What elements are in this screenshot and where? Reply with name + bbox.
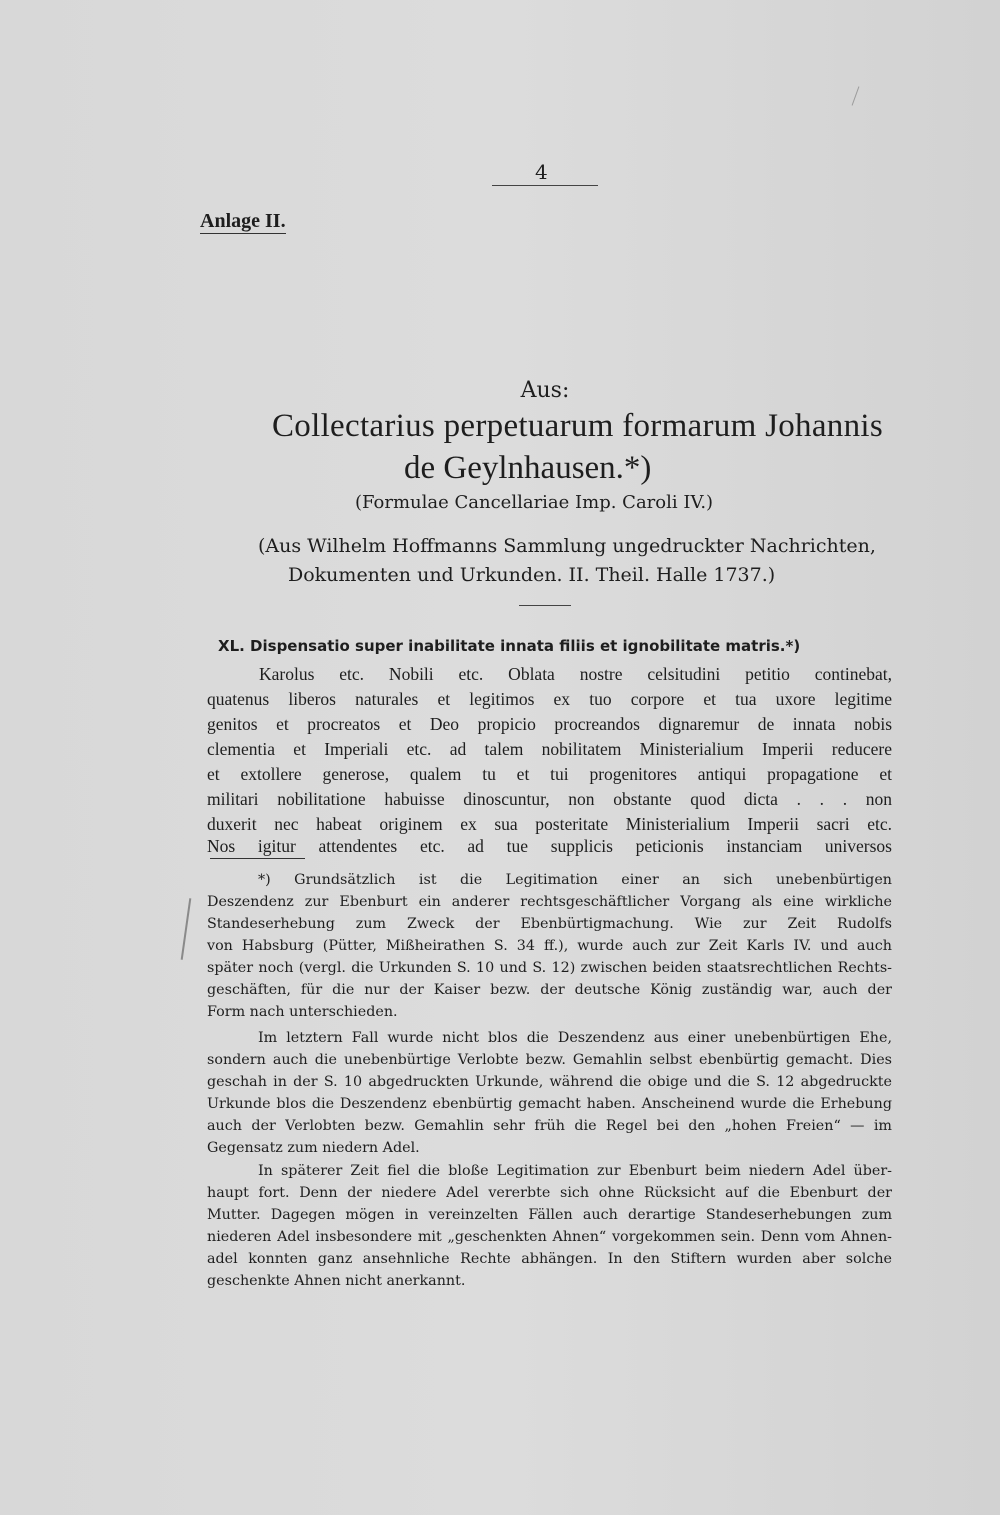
footnote-line: Form nach unterschieden. (207, 1004, 398, 1020)
footnote-line: geschäften, für die nur der Kaiser bezw. der deutsche König zuständig war, auch der (207, 982, 892, 998)
source-prefix: Aus: (520, 378, 570, 403)
margin-pencil-mark (181, 898, 192, 960)
source-line-2: Dokumenten und Urkunden. II. Theil. Halle 1737.) (288, 564, 776, 586)
footnote-line: sondern auch die unebenbürtige Verlobte bezw. Gemahlin selbst ebenbürtig gemacht. Dies (207, 1052, 892, 1068)
appendix-label: Anlage II. (200, 210, 286, 232)
footnote-line: auch der Verlobten bezw. Gemahlin sehr früh die Regel bei den „hohen Freien“ — im (207, 1118, 892, 1134)
footnote-line: adel konnten ganz ansehnliche Rechte abhängen. In den Stiftern wurden aber solche (207, 1251, 892, 1267)
footnote-line: von Habsburg (Pütter, Mißheirathen S. 34 ff.), wurde auch zur Zeit Karls IV. und auch (207, 938, 892, 954)
body-line: et extollere generose, qualem tu et tui progenitores antiqui propagatione et (207, 764, 892, 784)
paper-speck (852, 86, 860, 105)
body-line: clementia et Imperiali etc. ad talem nobilitatem Ministerialium Imperii reducere (207, 739, 892, 759)
page-number: 4 (535, 160, 548, 184)
footnote-line: Deszendenz zur Ebenburt ein anderer rechtsgeschäftlicher Vorgang als eine wirkliche (207, 894, 892, 910)
body-line: militari nobilitatione habuisse dinoscuntur, non obstante quod dicta . . . non (207, 789, 892, 809)
body-line: quatenus liberos naturales et legitimos ex tuo corpore et tua uxore legitime (207, 689, 892, 709)
body-line: duxerit nec habeat originem ex sua posteritate Ministerialium Imperii sacri etc. (207, 814, 892, 834)
subtitle: (Formulae Cancellariae Imp. Caroli IV.) (355, 492, 714, 513)
title-line-2: de Geylnhausen.*) (404, 450, 652, 486)
footnote-rule (210, 858, 305, 859)
section-heading: XL. Dispensatio super inabilitate innata filiis et ignobilitate matris.*) (218, 637, 801, 655)
footnote-line: geschah in der S. 10 abgedruckten Urkunde, während die obige und die S. 12 abgedruckte (207, 1074, 892, 1090)
section-rule (519, 605, 571, 606)
body-line: Karolus etc. Nobili etc. Oblata nostre celsitudini petitio continebat, (259, 664, 892, 684)
footnote-line: In späterer Zeit fiel die bloße Legitimation zur Ebenburt beim niedern Adel über- (258, 1163, 892, 1179)
footnote-line: geschenkte Ahnen nicht anerkannt. (207, 1273, 466, 1289)
footnote-line: Urkunde blos die Deszendenz ebenbürtig gemacht haben. Anscheinend wurde die Erhebung (207, 1096, 892, 1112)
footnote-line: Mutter. Dagegen mögen in vereinzelten Fällen auch derartige Standeserhebungen zum (207, 1207, 892, 1223)
footnote-line: Standeserhebung zum Zweck der Ebenbürtigmachung. Wie zur Zeit Rudolfs (207, 916, 892, 932)
footnote-line: Gegensatz zum niedern Adel. (207, 1140, 420, 1156)
footnote-line: später noch (vergl. die Urkunden S. 10 und S. 12) zwischen beiden staatsrechtlichen Rechts- (207, 960, 892, 976)
page-number-rule (492, 185, 598, 186)
body-line: Nos igitur attendentes etc. ad tue supplicis peticionis instanciam universos (207, 836, 892, 856)
title-line-1: Collectarius perpetuarum formarum Johannis (272, 408, 884, 444)
footnote-line: niederen Adel insbesondere mit „geschenkten Ahnen“ vorgekommen sein. Denn vom Ahnen- (207, 1229, 892, 1245)
footnote-line: haupt fort. Denn der niedere Adel vererbte sich ohne Rücksicht auf die Ebenburt der (207, 1185, 892, 1201)
footnote-line: *) Grundsätzlich ist die Legitimation einer an sich unebenbürtigen (258, 872, 892, 888)
body-line: genitos et procreatos et Deo propicio procreandos dignaremur de innata nobis (207, 714, 892, 734)
source-line-1: (Aus Wilhelm Hoffmanns Sammlung ungedruckter Nachrichten, (258, 535, 876, 557)
footnote-line: Im letztern Fall wurde nicht blos die Deszendenz aus einer unebenbürtigen Ehe, (258, 1030, 892, 1046)
